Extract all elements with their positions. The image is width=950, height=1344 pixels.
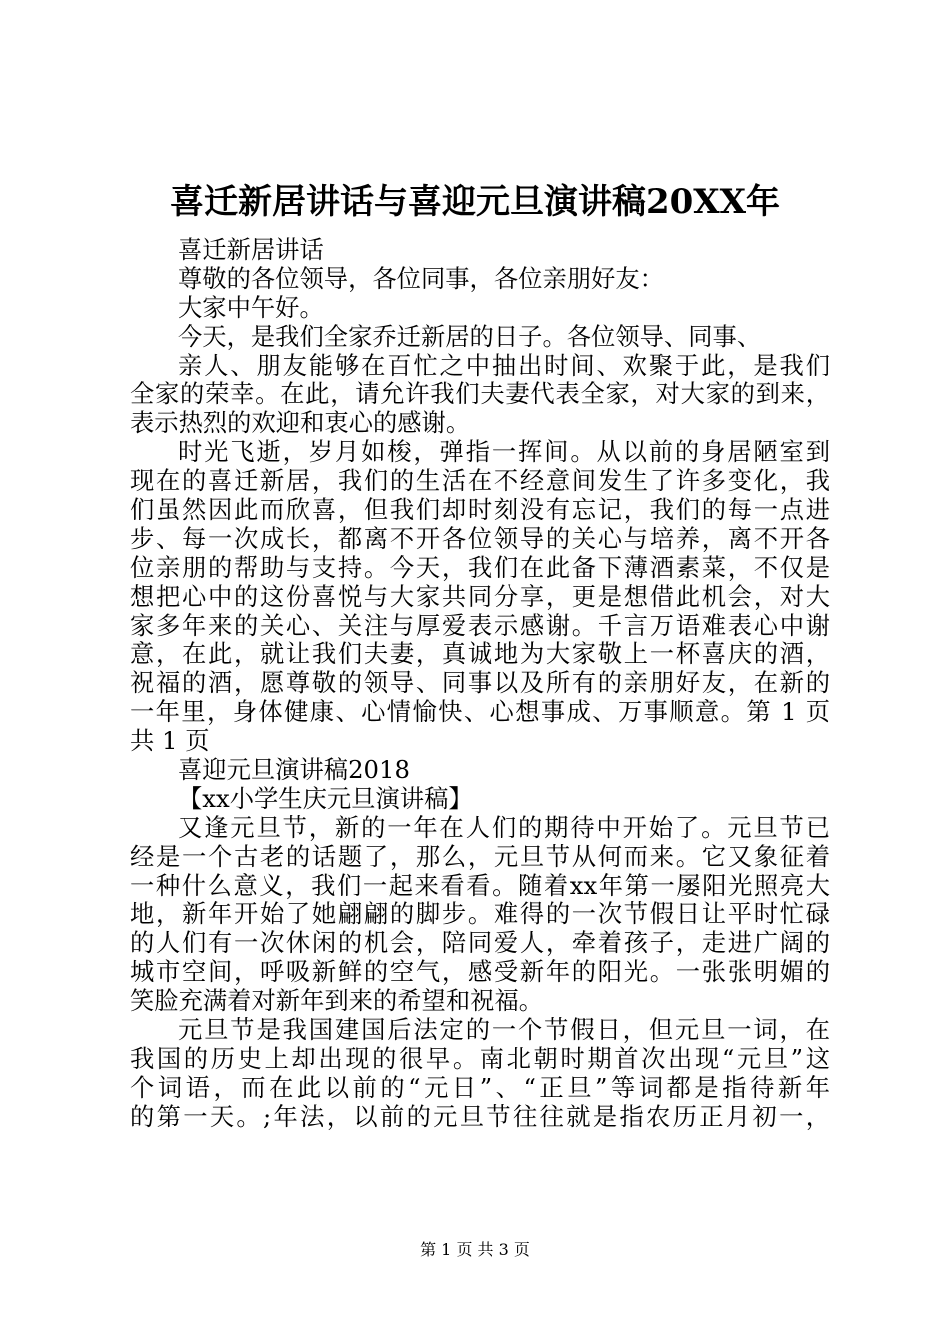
text-line: 尊敬的各位领导，各位同事，各位亲朋好友： (178, 263, 664, 293)
document-title: 喜迁新居讲话与喜迎元旦演讲稿20XX年 (169, 182, 781, 222)
text-line: 元旦节是我国建国后法定的一个节假日，但元旦一词，在 (178, 1015, 830, 1045)
text-line: 一年里，身体健康、心情愉快、心想事成、万事顺意。第 1 页 (130, 697, 830, 727)
text-line: 大家中午好。 (178, 292, 324, 322)
text-line: 喜迎元旦演讲稿2018 (178, 755, 410, 785)
document-body (130, 236, 830, 1132)
text-line: 我国的历史上却出现的很早。南北朝时期首次出现“元旦”这 (130, 1043, 830, 1073)
text-line: 个词语，而在此以前的“元日”、“正旦”等词都是指待新年 (130, 1072, 830, 1102)
text-line: 们虽然因此而欣喜，但我们却时刻没有忘记，我们的每一点进 (130, 495, 830, 525)
text-line: 时光飞逝，岁月如梭，弹指一挥间。从以前的身居陋室到 (178, 437, 830, 467)
text-line: 的第一天。;年法，以前的元旦节往往就是指农历正月初一， (130, 1101, 830, 1131)
text-line: 步、每一次成长，都离不开各位领导的关心与培养，离不开各 (130, 523, 830, 553)
text-line: 想把心中的这份喜悦与大家共同分享，更是想借此机会，对大 (130, 581, 830, 611)
text-line: 【xx小学生庆元旦演讲稿】 (178, 783, 473, 813)
text-line: 笑脸充满着对新年到来的希望和祝福。 (130, 986, 544, 1016)
text-line: 位亲朋的帮助与支持。今天，我们在此备下薄酒素菜，不仅是 (130, 552, 830, 582)
text-line: 城市空间，呼吸新鲜的空气，感受新年的阳光。一张张明媚的 (130, 957, 830, 987)
text-line: 地，新年开始了她翩翩的脚步。难得的一次节假日让平时忙碌 (130, 899, 830, 929)
text-line: 经是一个古老的话题了，那么，元旦节从何而来。它又象征着 (130, 841, 830, 871)
text-line: 家多年来的关心、关注与厚爱表示感谢。千言万语难表心中谢 (130, 610, 830, 640)
text-line: 祝福的酒，愿尊敬的领导、同事以及所有的亲朋好友，在新的 (130, 668, 830, 698)
text-line: 意，在此，就让我们夫妻，真诚地为大家敬上一杯喜庆的酒， (130, 639, 830, 669)
text-line: 的人们有一次休闲的机会，陪同爱人，牵着孩子，走进广阔的 (130, 928, 830, 958)
page-footer: 第 1 页 共 3 页 (420, 1240, 530, 1259)
text-line: 喜迁新居讲话 (178, 235, 324, 264)
text-line: 一种什么意义，我们一起来看看。随着xx年第一屡阳光照亮大 (130, 870, 830, 900)
text-line: 共 1 页 (130, 726, 210, 756)
text-line: 今天，是我们全家乔迁新居的日子。各位领导、同事、 (178, 321, 762, 351)
text-line: 亲人、朋友能够在百忙之中抽出时间、欢聚于此，是我们 (178, 350, 830, 380)
text-line: 现在的喜迁新居，我们的生活在不经意间发生了许多变化，我 (130, 466, 830, 496)
text-line: 表示热烈的欢迎和衷心的感谢。 (130, 408, 471, 438)
text-line: 全家的荣幸。在此，请允许我们夫妻代表全家，对大家的到来， (130, 379, 830, 409)
text-line: 又逢元旦节，新的一年在人们的期待中开始了。元旦节已 (178, 812, 830, 842)
